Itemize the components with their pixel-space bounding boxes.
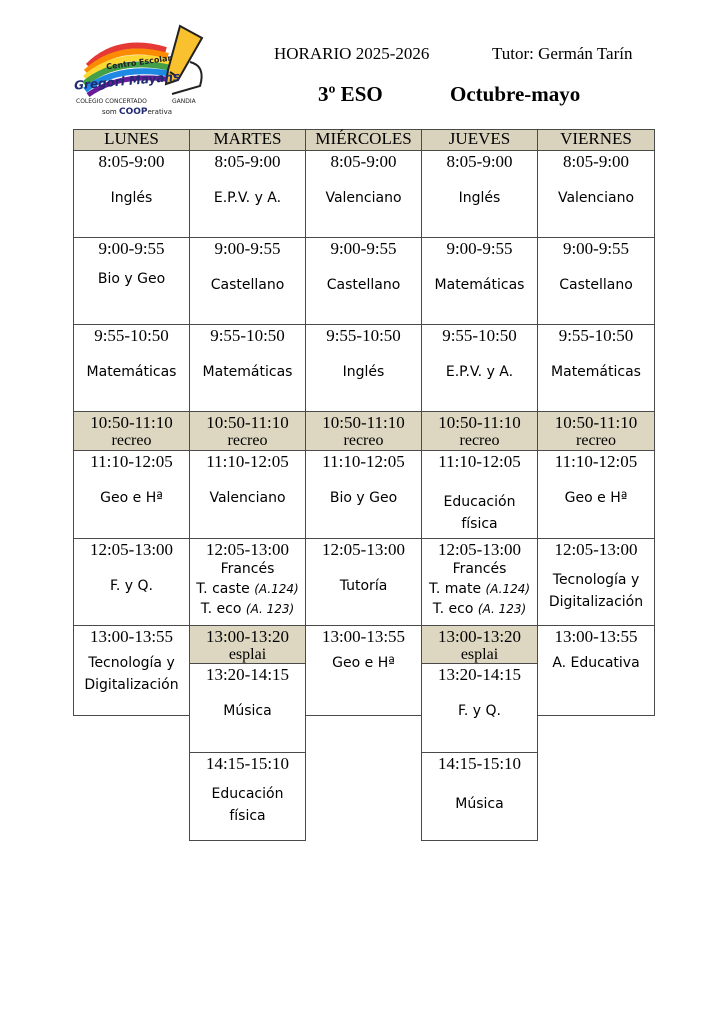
slot-viernes-6 — [537, 538, 655, 626]
slot-martes-1 — [189, 150, 306, 238]
slot-time: 12:05-13:00 — [321, 540, 406, 559]
slot-viernes-3 — [537, 324, 655, 412]
slot-subject: Bio y Geo — [97, 271, 166, 287]
day-header-lunes: LUNES — [73, 129, 190, 151]
slot-subject: A. Educativa — [552, 655, 640, 671]
slot-time: 9:55-10:50 — [210, 326, 285, 345]
slot-time: 11:10-12:05 — [90, 452, 173, 471]
day-header-miercoles: MIÉRCOLES — [305, 129, 422, 151]
slot-martes-5 — [189, 450, 306, 539]
room-text: (A. 123) — [245, 602, 295, 616]
slot-subject-line1: Tecnología y — [552, 572, 640, 588]
school-logo — [70, 22, 220, 122]
slot-time: 9:00-9:55 — [446, 239, 513, 258]
slot-viernes-1 — [537, 150, 655, 238]
slot-subject: esplai — [460, 646, 499, 663]
slot-time: 11:10-12:05 — [554, 452, 638, 471]
slot-miercoles-7 — [305, 625, 422, 716]
slot-miercoles-break — [305, 411, 422, 451]
slot-subject: Matemáticas — [551, 364, 641, 380]
slot-time: 9:55-10:50 — [558, 326, 634, 345]
slot-subject-line2: física — [229, 808, 266, 824]
logo-line-colegio: COLEGIO CONCERTADO — [76, 98, 147, 105]
slot-miercoles-6 — [305, 538, 422, 626]
slot-subject-line1: Francés — [452, 561, 507, 577]
slot-jueves-3 — [421, 324, 538, 412]
slot-subject: Valenciano — [557, 190, 635, 206]
slot-subject: Tutoría — [339, 578, 388, 594]
slot-martes-9 — [189, 752, 306, 841]
slot-martes-2 — [189, 237, 306, 325]
slot-subject-line2: Digitalización — [548, 594, 644, 610]
slot-subject: Matemáticas — [434, 277, 525, 293]
slot-subject: Castellano — [326, 277, 401, 293]
slot-time: 13:20-14:15 — [205, 665, 290, 684]
slot-subject-line2: Digitalización — [84, 677, 179, 693]
slot-subject: Castellano — [559, 277, 633, 293]
logo-erativa: erativa — [147, 108, 173, 116]
slot-time: 10:50-11:10 — [554, 413, 638, 432]
slot-time: 12:05-13:00 — [437, 540, 522, 559]
slot-time: 8:05-9:00 — [446, 152, 513, 171]
slot-time: 13:00-13:20 — [205, 627, 290, 646]
slot-subject: Inglés — [458, 190, 501, 206]
slot-time: 8:05-9:00 — [562, 152, 630, 171]
slot-subject: E.P.V. y A. — [445, 364, 514, 380]
slot-jueves-6 — [421, 538, 538, 626]
slot-time: 14:15-15:10 — [437, 754, 522, 773]
room-text: (A.124) — [485, 582, 531, 596]
slot-subject: F. y Q. — [110, 578, 153, 594]
slot-time: 12:05-13:00 — [554, 540, 638, 559]
logo-line-coop — [102, 107, 172, 117]
slot-viernes-2 — [537, 237, 655, 325]
slot-time: 11:10-12:05 — [206, 452, 289, 471]
slot-time: 9:00-9:55 — [562, 239, 630, 258]
slot-lunes-7 — [73, 625, 190, 716]
slot-time: 8:05-9:00 — [330, 152, 397, 171]
slot-subject: recreo — [227, 432, 268, 449]
slot-jueves-1 — [421, 150, 538, 238]
slot-subject-line2 — [422, 579, 537, 599]
slot-subject-line3 — [422, 599, 537, 619]
slot-time: 13:20-14:15 — [437, 665, 522, 684]
slot-time: 9:00-9:55 — [214, 239, 281, 258]
slot-time: 9:55-10:50 — [326, 326, 401, 345]
slot-subject-line2 — [190, 579, 305, 599]
horario-title: HORARIO 2025-2026 — [274, 44, 430, 63]
slot-subject: Matemáticas — [86, 364, 177, 380]
slot-time: 9:00-9:55 — [330, 239, 397, 258]
day-header-viernes: VIERNES — [537, 129, 655, 151]
slot-subject: E.P.V. y A. — [213, 190, 282, 206]
logo-som: som — [102, 108, 117, 116]
logo-line-gandia: GANDIA — [172, 98, 196, 105]
slot-subject: Música — [455, 796, 504, 812]
slot-miercoles-3 — [305, 324, 422, 412]
slot-subject: esplai — [228, 646, 267, 663]
slot-time: 12:05-13:00 — [89, 540, 174, 559]
slot-subject: Geo e Hª — [332, 655, 395, 671]
slot-lunes-3 — [73, 324, 190, 412]
slot-lunes-5 — [73, 450, 190, 539]
slot-time: 8:05-9:00 — [214, 152, 281, 171]
subject-text: T. mate — [428, 581, 482, 597]
slot-subject: Bio y Geo — [329, 490, 398, 506]
slot-martes-break — [189, 411, 306, 451]
slot-time: 11:10-12:05 — [322, 452, 405, 471]
slot-lunes-1 — [73, 150, 190, 238]
slot-jueves-2 — [421, 237, 538, 325]
slot-time: 13:00-13:55 — [89, 627, 174, 646]
slot-time: 9:55-10:50 — [442, 326, 517, 345]
room-text: (A.124) — [254, 582, 299, 596]
slot-time: 10:50-11:10 — [438, 413, 521, 432]
slot-miercoles-1 — [305, 150, 422, 238]
slot-martes-esplai — [189, 625, 306, 664]
slot-subject: Matemáticas — [202, 364, 293, 380]
period-label: Octubre-mayo — [450, 82, 581, 106]
slot-subject: recreo — [343, 432, 384, 449]
slot-subject: Inglés — [110, 190, 153, 206]
slot-subject: Geo e Hª — [100, 490, 163, 506]
slot-lunes-6 — [73, 538, 190, 626]
slot-lunes-2 — [73, 237, 190, 325]
room-text: (A. 123) — [477, 602, 527, 616]
slot-time: 12:05-13:00 — [205, 540, 290, 559]
slot-subject-line1: Tecnología y — [88, 655, 175, 671]
slot-jueves-9 — [421, 752, 538, 841]
slot-time: 14:15-15:10 — [205, 754, 290, 773]
slot-time: 13:00-13:20 — [437, 627, 522, 646]
logo-coop: COOP — [118, 107, 148, 117]
day-header-jueves: JUEVES — [421, 129, 538, 151]
slot-subject: recreo — [459, 432, 500, 449]
slot-time: 10:50-11:10 — [90, 413, 173, 432]
slot-time: 9:55-10:50 — [94, 326, 169, 345]
logo-line-centro: Centro Escolar — [105, 53, 172, 72]
slot-viernes-5 — [537, 450, 655, 539]
slot-subject-line1: Francés — [220, 561, 275, 577]
slot-jueves-5 — [421, 450, 538, 539]
subject-text: T. caste — [196, 581, 250, 597]
slot-martes-8 — [189, 663, 306, 753]
slot-miercoles-2 — [305, 237, 422, 325]
subject-text: T. eco — [200, 601, 242, 617]
slot-viernes-break — [537, 411, 655, 451]
slot-subject: Valenciano — [325, 190, 402, 206]
slot-time: 10:50-11:10 — [322, 413, 405, 432]
slot-subject: recreo — [111, 432, 152, 449]
slot-martes-6 — [189, 538, 306, 626]
slot-subject: Valenciano — [209, 490, 286, 506]
slot-subject: recreo — [576, 432, 616, 449]
slot-jueves-8 — [421, 663, 538, 753]
slot-subject: Castellano — [210, 277, 285, 293]
slot-time: 10:50-11:10 — [206, 413, 289, 432]
slot-subject: Inglés — [342, 364, 385, 380]
slot-time: 8:05-9:00 — [98, 152, 165, 171]
slot-subject: Geo e Hª — [564, 490, 628, 506]
day-header-martes: MARTES — [189, 129, 306, 151]
slot-martes-3 — [189, 324, 306, 412]
slot-time: 11:10-12:05 — [438, 452, 521, 471]
slot-subject-line1: Educación — [211, 786, 284, 802]
slot-subject-line2: física — [461, 516, 498, 532]
subject-text: T. eco — [432, 601, 474, 617]
tutor-label: Tutor: Germán Tarín — [492, 44, 633, 63]
slot-time: 9:00-9:55 — [98, 239, 165, 258]
slot-miercoles-5 — [305, 450, 422, 539]
slot-subject-line1: Educación — [443, 494, 516, 510]
course-label: 3º ESO — [318, 82, 383, 106]
slot-subject-line3 — [190, 599, 305, 619]
slot-subject: Música — [223, 703, 272, 719]
slot-viernes-7 — [537, 625, 655, 716]
slot-subject: F. y Q. — [458, 703, 501, 719]
slot-time: 13:00-13:55 — [554, 627, 638, 646]
slot-jueves-break — [421, 411, 538, 451]
slot-lunes-break — [73, 411, 190, 451]
logo-line-name: Gregori Mayans — [73, 69, 181, 93]
slot-time: 13:00-13:55 — [321, 627, 406, 646]
slot-jueves-esplai — [421, 625, 538, 664]
